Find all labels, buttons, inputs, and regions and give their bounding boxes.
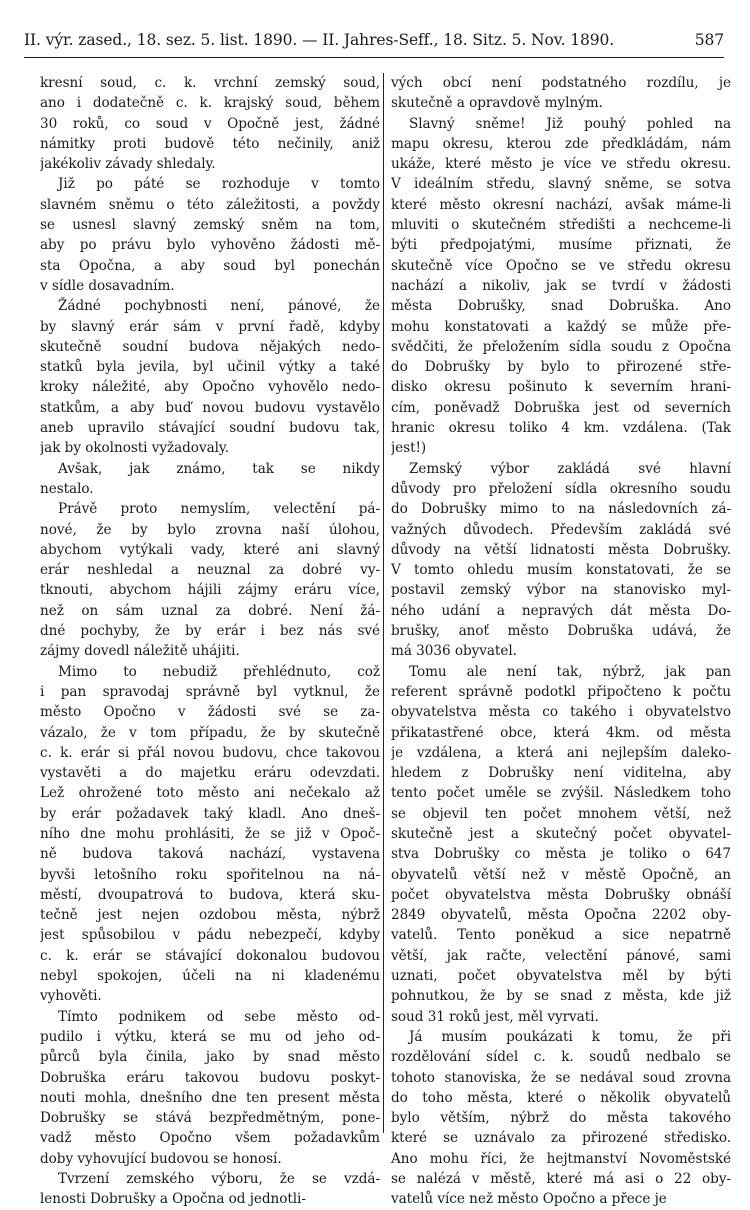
text-line: Avšak, jak známo, tak se nikdy: [58, 460, 380, 477]
text-line: abychom vytýkali vady, které ani slavný: [40, 541, 380, 558]
text-line: tknouti, abychom hájili zájmy eráru více,: [40, 582, 380, 599]
text-line: V ideálním středu, slavný sněme, se sotva: [391, 176, 731, 193]
text-line: ukáže, které město je více ve středu okresu.: [391, 156, 731, 173]
text-line: bylo větším, nýbrž do města takového: [391, 1110, 731, 1127]
text-line: Právě proto nemyslím, velectění pá-: [58, 501, 380, 518]
right-column: [391, 73, 731, 1210]
text-line: ně budova taková nachází, vystavena: [40, 846, 380, 863]
text-line: Dobrušky se stává bezpředmětným, pone-: [40, 1110, 380, 1127]
text-line: slavném sněmu o této záležitosti, a povždy: [40, 196, 380, 213]
text-line: počet obyvatelstva města Dobrušky obnáší: [391, 886, 731, 903]
running-title: II. výr. zased., 18. sez. 5. list. 1890. — II. Jahres-Seff., 18. Sitz. 5. Nov. 1890.: [24, 31, 615, 49]
text-line: jest spůsobilou v pádu nebezpečí, kdyby: [40, 927, 380, 944]
text-line: vyhověti.: [40, 988, 102, 1005]
text-line: tečně jest nejen ozdobou města, nýbrž: [40, 907, 380, 924]
text-line: statkům, a aby buď novou budovu vystavělo: [40, 399, 380, 416]
text-line: Lež ohrožené toto město ani nečekalo až: [40, 785, 380, 802]
text-line: skutečně a opravdově mylným.: [391, 95, 603, 112]
text-line: vatelů. Tento poněkud a sice nepatrně: [391, 927, 731, 944]
text-line: statků byla jevila, byl učinil výtky a také: [40, 359, 380, 376]
text-line: jest!): [391, 440, 427, 457]
text-line: vystavěti a do majetku eráru odevzdati.: [40, 765, 380, 782]
text-line: tohoto stanoviska, že se nedával soud zrovna: [391, 1069, 731, 1086]
text-line: skutečně více Opočno se ve středu okresu: [391, 257, 731, 274]
text-line: města Dobrušky, snad Dobruška. Ano: [391, 298, 731, 315]
text-line: jak by okolnosti vyžadovaly.: [40, 440, 230, 457]
text-line: mapu okresu, kterou zde předkládám, nám: [391, 135, 731, 152]
text-line: se objevil ten počet mnohem větší, než: [391, 805, 731, 822]
text-line: referent správně podotkl připočteno k počtu: [391, 683, 731, 700]
text-line: c. k. erár se stávající dokonalou budovou: [40, 947, 380, 964]
text-line: obyvatelů větší než v městě Opočně, an: [391, 866, 731, 883]
text-line: zájmy dovedl náležitě uhájiti.: [40, 643, 240, 660]
text-line: skutečně soudní budova nějakých nedo-: [40, 338, 380, 355]
text-line: město Opočno v žádosti své se za-: [40, 704, 380, 721]
text-line: než on sám uznal za dobré. Není žá-: [40, 602, 380, 619]
text-line: se usnesl slavný zemský sněm na tom,: [40, 217, 380, 234]
text-line: Již po páté se rozhoduje v tomto: [58, 176, 380, 193]
text-line: které město okresní nachází, avšak máme-li: [391, 196, 731, 213]
text-line: větší, jak račte, velectění pánové, sami: [391, 947, 731, 964]
text-line: cím, poněvadž Dobruška jest od severních: [391, 399, 731, 416]
text-line: nachází a nikoliv, jak se tvrdí v žádosti: [391, 277, 731, 294]
text-line: uznati, počet obyvatelstva měl by býti: [391, 968, 731, 985]
text-line: tento počet uměle se zvýšil. Následkem toho: [391, 785, 731, 802]
header-rule: [24, 57, 724, 58]
text-line: městí, dvoupatrová to budova, která sku-: [40, 886, 380, 903]
text-line: přikatastřené obce, která 4km. od města: [391, 724, 731, 741]
text-line: ního dne mohu prohlásiti, že se již v Opoč-: [40, 825, 380, 842]
text-line: je vzdálena, a která ani nejlepším daleko-: [391, 744, 731, 761]
text-line: sta Opočna, a aby soud byl ponechán: [40, 257, 380, 274]
text-line: byvši letošního roku spořitelnou na ná-: [40, 866, 380, 883]
text-line: Zemský výbor zakládá své hlavní: [409, 460, 731, 477]
text-line: kroky náležité, aby Opočno vyhovělo nedo-: [40, 379, 380, 396]
text-line: jakékoliv závady shledaly.: [40, 156, 216, 173]
text-line: 2849 obyvatelů, města Opočna 2202 oby-: [391, 907, 731, 924]
page-header: [24, 30, 724, 50]
text-line: brušky, anoť město Dobruška udává, že: [391, 623, 731, 640]
text-line: Ano mohu říci, že hejtmanství Novoměstské: [391, 1150, 731, 1167]
text-line: Slavný sněme! Již pouhý pohled na: [409, 115, 731, 132]
text-line: erár neshledal a neuznal za dobré vy-: [40, 562, 380, 579]
text-line: i pan spravodaj správně byl vytknul, že: [40, 683, 380, 700]
text-line: do toho města, které o několik obyvatelů: [391, 1089, 731, 1106]
text-line: v sídle dosavadním.: [40, 277, 175, 294]
text-line: by slavný erár sám v první řadě, kdyby: [40, 318, 380, 335]
text-line: hranic okresu toliko 4 km. vzdálena. (Tak: [391, 420, 731, 437]
column-divider: [383, 73, 384, 1133]
text-line: rozdělování sídel c. k. soudů nedbalo se: [391, 1049, 731, 1066]
text-line: vadž město Opočno všem požadavkům: [40, 1130, 380, 1147]
text-line: Já musím poukázati k tomu, že při: [409, 1028, 731, 1045]
text-line: pohnutkou, že by se snad z města, kde již: [391, 988, 731, 1005]
text-line: by erár požadavek taký kladl. Ano dneš-: [40, 805, 380, 822]
text-line: skutečně jest a skutečný počet obyvatel-: [391, 825, 731, 842]
text-line: Tímto podnikem od sebe město od-: [58, 1008, 380, 1025]
text-line: soud 31 roků jest, měl vyrvati.: [391, 1008, 599, 1025]
text-line: které se uznávalo za přirozené středisko.: [391, 1130, 731, 1147]
text-line: důvody na větší lidnatosti města Dobrušky.: [391, 541, 731, 558]
text-line: aby po právu bylo vyhověno žádosti mě-: [40, 237, 380, 254]
text-line: se nalézá v městě, které má asi o 22 oby-: [391, 1171, 731, 1188]
text-line: býti předpojatými, musíme přiznati, že: [391, 237, 731, 254]
text-line: vázalo, že v tom případu, že by skutečně: [40, 724, 380, 741]
text-line: nebyl spokojen, účeli na ni kladenému: [40, 968, 380, 985]
text-line: aneb upravilo stávající soudní budovu tak,: [40, 420, 380, 437]
text-line: do Dobrušky by bylo to přirozené stře-: [391, 359, 731, 376]
text-line: obyvatelstva města co takého i obyvatelstvo: [391, 704, 731, 721]
text-line: mohu konstatovati a každý se může pře-: [391, 318, 731, 335]
text-line: lenosti Dobrušky a Opočna od jednotli-: [40, 1191, 306, 1208]
text-line: vatelů více než město Opočno a přece je: [391, 1191, 667, 1208]
text-line: Dobruška eráru takovou budovu poskyt-: [40, 1069, 380, 1086]
text-line: Tomu ale není tak, nýbrž, jak pan: [409, 663, 731, 680]
text-line: svědčiti, že přeložením sídla soudu z Opočna: [391, 338, 731, 355]
text-line: hledem z Dobrušky není viditelna, aby: [391, 765, 731, 782]
text-line: 30 roků, co soud v Opočně jest, žádné: [40, 115, 380, 132]
page-number: 587: [694, 31, 724, 49]
text-line: nestalo.: [40, 480, 94, 497]
text-line: dné pochyby, že by erár i bez nás své: [40, 623, 380, 640]
text-line: doby vyhovující budovou se honosí.: [40, 1150, 282, 1167]
text-line: disko okresu pošinuto k severním hrani-: [391, 379, 731, 396]
text-line: nové, že by bylo zrovna naší úlohou,: [40, 521, 380, 538]
text-line: Žádné pochybnosti není, pánové, že: [58, 298, 380, 315]
text-line: námitky proti budově této nečinily, aniž: [40, 135, 380, 152]
left-column: [40, 73, 380, 1210]
text-line: mluviti o skutečném středišti a nechceme-li: [391, 217, 731, 234]
text-line: kresní soud, c. k. vrchní zemský soud,: [40, 75, 380, 91]
text-line: važných důvodech. Především zakládá své: [391, 521, 731, 538]
text-line: postavil zemský výbor na stanovisko myl-: [391, 582, 731, 599]
text-line: důvody pro přeložení sídla okresního soudu: [391, 480, 731, 497]
text-line: Mimo to nebudiž přehlédnuto, což: [58, 663, 380, 680]
text-line: Tvrzení zemského výboru, že se vzdá-: [58, 1171, 380, 1188]
text-line: do Dobrušky mimo to na následovních zá-: [391, 501, 731, 518]
text-line: vých obcí není podstatného rozdílu, je: [391, 75, 731, 91]
text-line: ano i dodatečně c. k. krajský soud, během: [40, 95, 380, 112]
text-line: ného udání a nepravých dát města Do-: [391, 602, 731, 619]
text-line: nouti mohla, dnešního dne ten present města: [40, 1089, 380, 1106]
text-line: stva Dobrušky co města je toliko o 647: [391, 846, 731, 863]
text-line: V tomto ohledu musím konstatovati, že se: [391, 562, 731, 579]
text-line: pudilo i výtku, která se mu od jeho od-: [40, 1028, 380, 1045]
text-line: má 3036 obyvatel.: [391, 643, 517, 660]
text-line: půrců byla činila, jako by snad město: [40, 1049, 380, 1066]
text-line: c. k. erár si přál novou budovu, chce takovou: [40, 744, 380, 761]
